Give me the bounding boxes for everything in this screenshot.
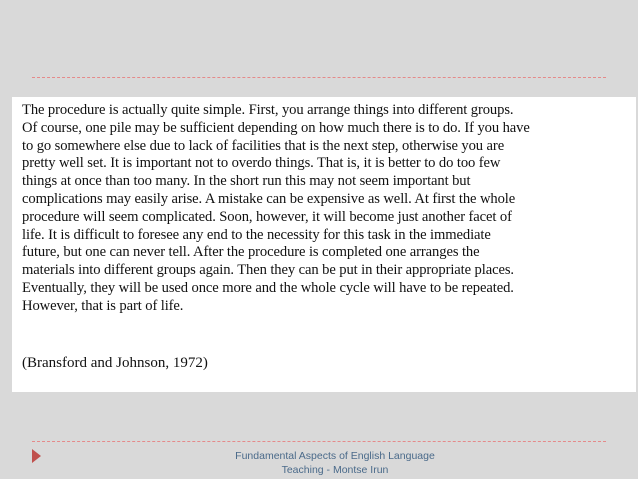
quote-line: Eventually, they will be used once more and the whole cycle will have to be repeated. bbox=[22, 279, 514, 296]
quote-line: The procedure is actually quite simple. First, you arrange things into different groups. bbox=[22, 102, 514, 118]
quote-line: However, that is part of life. bbox=[22, 297, 184, 314]
quote-line: pretty well set. It is important not to overdo things. That is, it is better to do too few bbox=[22, 155, 501, 172]
footer-line-2: Teaching - Montse Irun bbox=[281, 464, 389, 476]
quote-line: procedure will seem complicated. Soon, however, it will become just another facet of bbox=[22, 208, 512, 225]
top-dashed-divider bbox=[32, 77, 606, 78]
quote-line: materials into different groups again. Then they can be put in their appropriate places. bbox=[22, 262, 514, 279]
slide-header-band bbox=[0, 0, 638, 96]
quote-citation: (Bransford and Johnson, 1972) bbox=[22, 355, 208, 371]
quote-paragraph bbox=[22, 102, 630, 316]
triangle-arrow-icon bbox=[32, 449, 41, 463]
slide-footer bbox=[215, 449, 455, 477]
quote-line: future, but one can never tell. After the procedure is completed one arranges the bbox=[22, 244, 480, 261]
quote-line: things at once than too many. In the short run this may not seem important but bbox=[22, 173, 471, 190]
quote-line: to go somewhere else due to lack of facilities that is the next step, otherwise you are bbox=[22, 137, 505, 154]
footer-line-1: Fundamental Aspects of English Language bbox=[235, 450, 435, 462]
quote-image-box bbox=[12, 97, 636, 392]
quote-line: life. It is difficult to foresee any end to the necessity for this task in the immediate bbox=[22, 226, 491, 243]
quote-line: complications may easily arise. A mistake can be expensive as well. At first the whole bbox=[22, 190, 516, 207]
bottom-dashed-divider bbox=[32, 441, 606, 442]
quote-line: Of course, one pile may be sufficient depending on how much there is to do. If you have bbox=[22, 119, 530, 136]
